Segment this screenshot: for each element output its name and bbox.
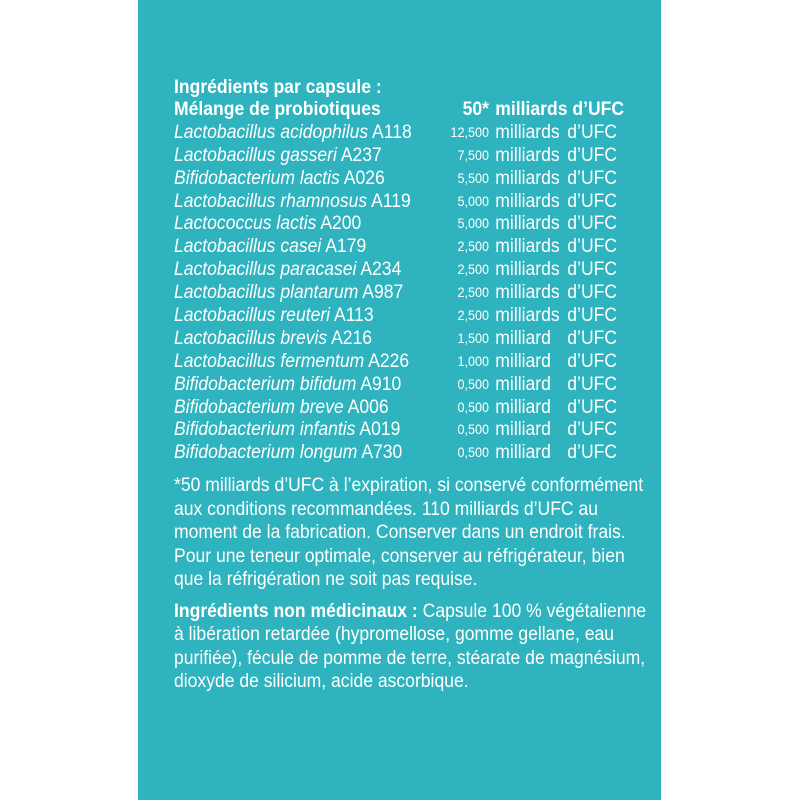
strain-unit: [495, 121, 617, 144]
strain-amount: 2,500: [457, 284, 489, 301]
strain-species: Bifidobacterium infantis: [174, 418, 356, 441]
strain-code: A119: [371, 189, 411, 212]
footnote-line: aux conditions recommandées. 110 milliards d’UFC au: [174, 497, 598, 520]
strain-row: [174, 418, 618, 441]
strain-name: [174, 281, 403, 304]
strain-species: Lactococcus lactis: [174, 212, 317, 235]
footnote-line: moment de la fabrication. Conserver dans un endroit frais.: [174, 521, 626, 544]
strain-species: Lactobacillus gasseri: [174, 143, 337, 166]
strain-species: Lactobacillus reuteri: [174, 304, 331, 327]
unit-suffix: d’UFC: [567, 235, 618, 258]
unit-suffix: d’UFC: [567, 418, 618, 441]
strain-code: A216: [331, 326, 373, 349]
strain-amount: 0,500: [457, 398, 489, 415]
label-panel: [138, 0, 661, 800]
strain-unit: [495, 212, 617, 235]
strain-row: [174, 143, 618, 167]
strain-amount: 0,500: [457, 421, 489, 438]
strain-amount: 2,500: [457, 307, 489, 324]
strain-unit: [495, 373, 617, 396]
unit-word: milliards: [495, 212, 560, 235]
non-medicinal-label: Ingrédients non médicinaux :: [174, 599, 418, 622]
unit-word: milliard: [495, 418, 551, 441]
strain-species: Lactobacillus rhamnosus: [174, 189, 368, 212]
unit-suffix: d’UFC: [567, 326, 618, 349]
strain-name: [174, 327, 372, 350]
strain-name: [174, 190, 411, 213]
strain-row: [174, 372, 618, 396]
strain-name: [174, 304, 374, 327]
strain-unit: [495, 441, 617, 464]
strain-amount: 2,500: [457, 238, 489, 255]
non-medicinal-line: dioxyde de silicium, acide ascorbique.: [174, 670, 469, 693]
unit-suffix: d’UFC: [567, 395, 618, 418]
strain-unit: [495, 235, 617, 258]
strain-code: A910: [360, 372, 402, 395]
unit-word: milliards: [495, 235, 560, 258]
unit-word: milliard: [495, 349, 551, 372]
footnote-line: que la réfrigération ne soit pas requise.: [174, 568, 478, 591]
blend-unit: milliards d’UFC: [495, 98, 625, 120]
unit-word: milliards: [495, 304, 560, 327]
unit-word: milliard: [495, 372, 551, 395]
strain-amount: 1,000: [457, 352, 489, 369]
strain-species: Lactobacillus plantarum: [174, 281, 359, 304]
strain-species: Lactobacillus fermentum: [174, 349, 365, 372]
footnote-line: Pour une teneur optimale, conserver au réfrigérateur, bien: [174, 544, 625, 567]
strain-list: [174, 120, 618, 464]
strain-row: [174, 349, 618, 373]
strain-code: A987: [362, 281, 404, 304]
unit-suffix: d’UFC: [567, 189, 618, 212]
strain-unit: [495, 144, 617, 167]
non-medicinal-line: Capsule 100 % végétalienne: [417, 599, 647, 622]
strain-amount: 2,500: [457, 261, 489, 278]
strain-species: Bifidobacterium lactis: [174, 166, 340, 189]
unit-suffix: d’UFC: [567, 372, 618, 395]
unit-word: milliards: [495, 120, 560, 143]
strain-species: Lactobacillus casei: [174, 235, 322, 258]
strain-code: A234: [360, 258, 402, 281]
strain-row: [174, 326, 618, 350]
unit-suffix: d’UFC: [567, 281, 618, 304]
blend-amount: 50*: [462, 98, 489, 120]
strain-row: [174, 235, 618, 258]
strain-name: [174, 396, 389, 419]
unit-suffix: d’UFC: [567, 143, 618, 166]
unit-word: milliards: [495, 189, 560, 212]
unit-suffix: d’UFC: [567, 441, 618, 464]
strain-code: A026: [343, 166, 385, 189]
strain-amount: 0,500: [457, 375, 489, 392]
strain-species: Lactobacillus brevis: [174, 326, 328, 349]
unit-word: milliard: [495, 326, 551, 349]
strain-name: [174, 167, 385, 190]
strain-unit: [495, 350, 617, 373]
strain-name: [174, 350, 409, 373]
non-medicinal-line: purifiée), fécule de pomme de terre, stéarate de magnésium,: [174, 646, 646, 669]
strain-unit: [495, 418, 617, 441]
strain-name: [174, 212, 361, 235]
unit-suffix: d’UFC: [567, 212, 618, 235]
strain-amount: 5,000: [457, 192, 489, 209]
ingredients-content: [174, 76, 647, 694]
strain-row: [174, 166, 618, 190]
strain-unit: [495, 190, 617, 213]
strain-species: Bifidobacterium longum: [174, 441, 358, 464]
ingredients-heading: Ingrédients par capsule :: [174, 76, 382, 98]
blend-label: Mélange de probiotiques: [174, 98, 381, 120]
strain-row: [174, 212, 618, 235]
unit-suffix: d’UFC: [567, 349, 618, 372]
strain-species: Bifidobacterium breve: [174, 395, 344, 418]
strain-unit: [495, 167, 617, 190]
strain-code: A113: [334, 304, 374, 327]
strain-species: Bifidobacterium bifidum: [174, 372, 357, 395]
unit-suffix: d’UFC: [567, 120, 618, 143]
strain-code: A226: [368, 349, 410, 372]
strain-unit: [495, 281, 617, 304]
strain-row: [174, 120, 618, 144]
strain-name: [174, 441, 402, 464]
strain-unit: [495, 327, 617, 350]
strain-name: [174, 373, 401, 396]
strain-unit: [495, 396, 617, 419]
strain-row: [174, 258, 618, 281]
strain-row: [174, 281, 618, 304]
non-medicinal-first-line: [174, 599, 647, 624]
strain-row: [174, 189, 618, 213]
strain-code: A019: [359, 418, 401, 441]
strain-amount: 7,500: [457, 146, 489, 163]
strain-species: Lactobacillus acidophilus: [174, 120, 369, 143]
strain-name: [174, 121, 412, 144]
unit-word: milliard: [495, 441, 551, 464]
strain-amount: 1,500: [457, 329, 489, 346]
unit-suffix: d’UFC: [567, 304, 618, 327]
strain-species: Lactobacillus paracasei: [174, 258, 357, 281]
strain-code: A006: [347, 395, 389, 418]
footnote: [174, 474, 644, 592]
strain-code: A179: [325, 235, 367, 258]
unit-word: milliards: [495, 143, 560, 166]
strain-row: [174, 441, 618, 464]
unit-suffix: d’UFC: [567, 166, 618, 189]
strain-unit: [495, 304, 617, 327]
strain-row: [174, 304, 618, 327]
strain-row: [174, 395, 618, 419]
unit-word: milliards: [495, 166, 560, 189]
footnote-line: *50 milliards d’UFC à l’expiration, si conservé conformément: [174, 474, 644, 497]
strain-amount: 5,500: [457, 169, 489, 186]
unit-word: milliards: [495, 281, 560, 304]
strain-code: A237: [340, 143, 382, 166]
strain-code: A200: [320, 212, 362, 235]
non-medicinal-line: à libération retardée (hypromellose, gomme gellane, eau: [174, 623, 614, 646]
non-medicinal-ingredients: [174, 599, 647, 694]
strain-name: [174, 235, 366, 258]
strain-amount: 0,500: [457, 444, 489, 461]
unit-word: milliard: [495, 395, 551, 418]
strain-amount: 5,000: [457, 215, 489, 232]
blend-row: [174, 98, 625, 121]
unit-suffix: d’UFC: [567, 258, 618, 281]
strain-name: [174, 144, 382, 167]
strain-code: A118: [372, 120, 412, 143]
strain-unit: [495, 258, 617, 281]
strain-name: [174, 418, 400, 441]
strain-amount: 12,500: [450, 123, 489, 140]
unit-word: milliards: [495, 258, 560, 281]
strain-name: [174, 258, 401, 281]
strain-code: A730: [361, 441, 403, 464]
